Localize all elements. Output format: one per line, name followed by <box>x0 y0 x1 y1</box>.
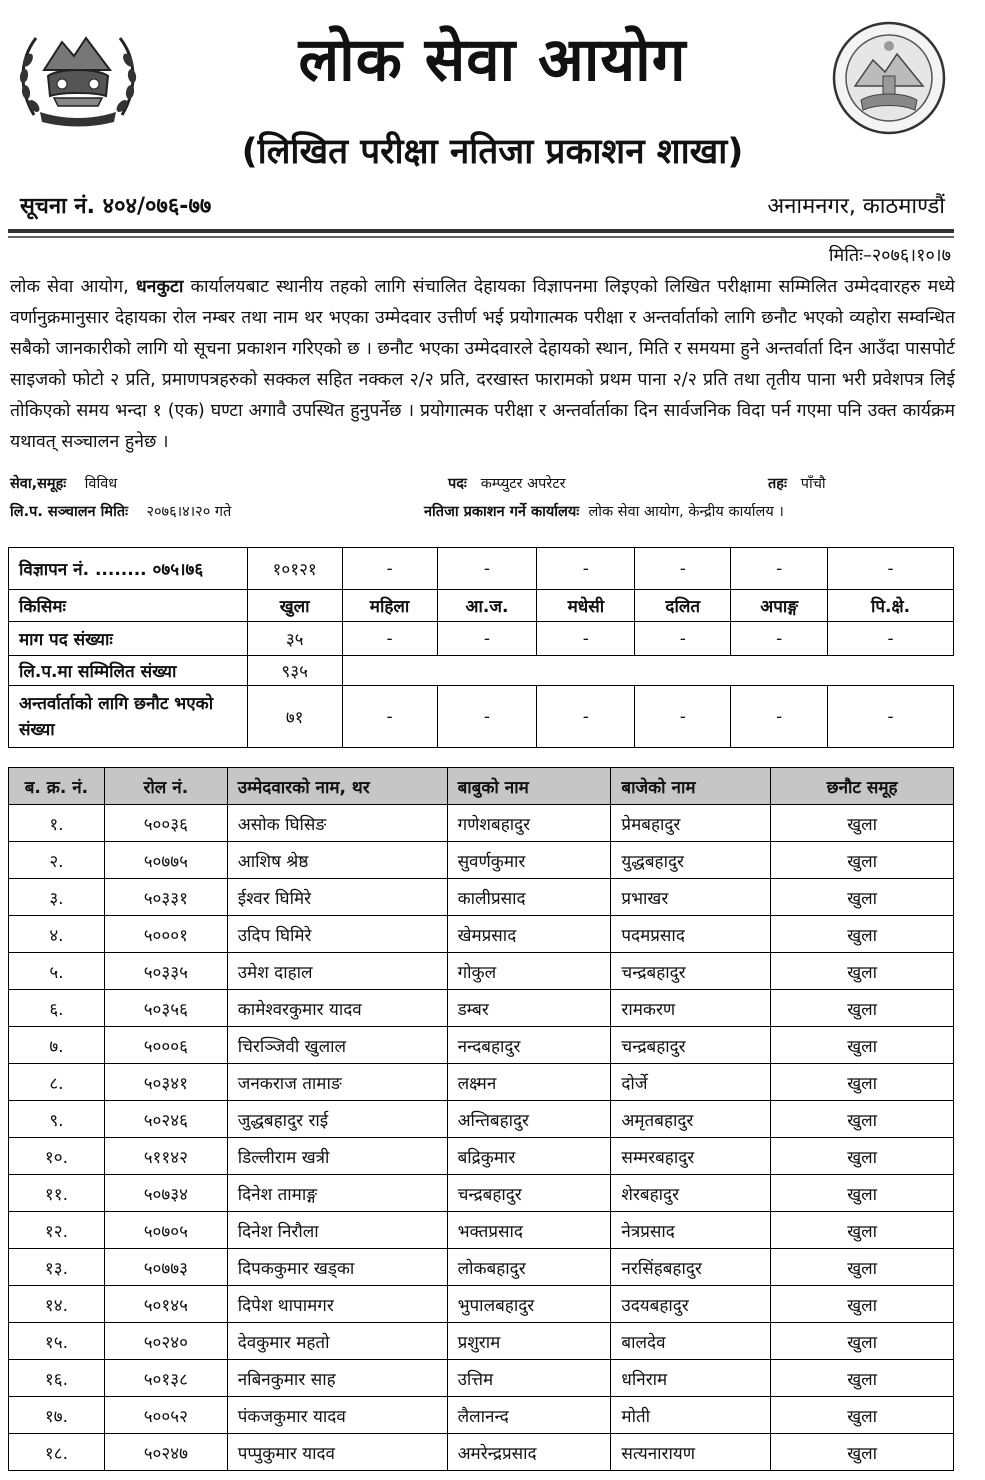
candidate-cell: उदिप घिमिरे <box>227 916 447 953</box>
roll-cell: ५०७७५ <box>104 842 227 879</box>
post-label: पदः <box>448 476 467 492</box>
father-cell: चन्द्रबहादुर <box>447 1175 611 1212</box>
father-cell: सुवर्णकुमार <box>447 842 611 879</box>
group-cell: खुला <box>771 916 954 953</box>
summary-row-appeared <box>9 656 954 686</box>
table-row <box>9 1323 954 1360</box>
type-cell: पि.क्षे. <box>828 590 954 622</box>
table-row <box>9 1397 954 1434</box>
group-cell: खुला <box>771 990 954 1027</box>
father-cell: कालीप्रसाद <box>447 879 611 916</box>
group-cell: खुला <box>771 1138 954 1175</box>
group-cell: खुला <box>771 805 954 842</box>
grandfather-cell: दोर्जे <box>611 1064 771 1101</box>
father-cell: भुपालबहादुर <box>447 1286 611 1323</box>
roll-cell: ५०००६ <box>104 1027 227 1064</box>
candidate-cell: जुद्धबहादुर राई <box>227 1101 447 1138</box>
table-row <box>9 1286 954 1323</box>
table-row <box>9 879 954 916</box>
roll-cell: ५०२४० <box>104 1323 227 1360</box>
candidate-cell: असोक घिसिङ <box>227 805 447 842</box>
group-cell: खुला <box>771 1360 954 1397</box>
summary-cell: - <box>731 548 828 590</box>
notice-date: मितिः–२०७६।१०।७ <box>828 245 951 266</box>
summary-cell: - <box>828 622 954 656</box>
candidate-cell: कामेश्वरकुमार यादव <box>227 990 447 1027</box>
group-cell: खुला <box>771 842 954 879</box>
header-grandfather: बाजेको नाम <box>611 768 771 805</box>
grandfather-cell: शेरबहादुर <box>611 1175 771 1212</box>
type-label: किसिमः <box>9 590 248 622</box>
serial-cell: १८. <box>9 1434 105 1471</box>
header-group: छनौट समूह <box>771 768 954 805</box>
summary-empty-cell <box>342 656 953 686</box>
group-cell: खुला <box>771 1212 954 1249</box>
father-cell: लोकबहादुर <box>447 1249 611 1286</box>
candidate-cell: दिपककुमार खड्का <box>227 1249 447 1286</box>
table-row <box>9 1064 954 1101</box>
table-row <box>9 990 954 1027</box>
roll-cell: ५०७७३ <box>104 1249 227 1286</box>
candidate-cell: डिल्लीराम खत्री <box>227 1138 447 1175</box>
candidate-cell: ईश्वर घिमिरे <box>227 879 447 916</box>
post-value: कम्प्युटर अपरेटर <box>480 476 566 492</box>
header-father: बाबुको नाम <box>447 768 611 805</box>
grandfather-cell: चन्द्रबहादुर <box>611 1027 771 1064</box>
exam-date-value: २०७६।४।२० गते <box>146 504 232 520</box>
service-value: विविध <box>84 476 118 492</box>
service-label: सेवा,समूहः <box>10 476 67 492</box>
serial-cell: १७. <box>9 1397 105 1434</box>
level-label: तहः <box>768 476 787 492</box>
serial-cell: ११. <box>9 1175 105 1212</box>
summary-cell: १०१२१ <box>247 548 342 590</box>
grandfather-cell: बालदेव <box>611 1323 771 1360</box>
group-cell: खुला <box>771 879 954 916</box>
group-cell: खुला <box>771 1101 954 1138</box>
adv-label: विज्ञापन नं. ........ ०७५।७६ <box>9 548 248 590</box>
father-cell: बद्रिकुमार <box>447 1138 611 1175</box>
roll-cell: ५०२४६ <box>104 1101 227 1138</box>
roll-cell: ५०१४५ <box>104 1286 227 1323</box>
serial-cell: २. <box>9 842 105 879</box>
table-row <box>9 1027 954 1064</box>
summary-cell: - <box>342 548 437 590</box>
grandfather-cell: चन्द्रबहादुर <box>611 953 771 990</box>
type-cell: मधेसी <box>537 590 635 622</box>
grandfather-cell: पदमप्रसाद <box>611 916 771 953</box>
type-cell: अपाङ्ग <box>731 590 828 622</box>
group-cell: खुला <box>771 1249 954 1286</box>
grandfather-cell: उदयबहादुर <box>611 1286 771 1323</box>
candidate-cell: उमेश दाहाल <box>227 953 447 990</box>
grandfather-cell: रामकरण <box>611 990 771 1027</box>
roll-cell: ५०००१ <box>104 916 227 953</box>
roll-cell: ५०२४७ <box>104 1434 227 1471</box>
candidate-cell: चिरञ्जिवी खुलाल <box>227 1027 447 1064</box>
grandfather-cell: धनिराम <box>611 1360 771 1397</box>
father-cell: उत्तिम <box>447 1360 611 1397</box>
candidate-cell: पंकजकुमार यादव <box>227 1397 447 1434</box>
table-row <box>9 916 954 953</box>
table-row <box>9 953 954 990</box>
serial-cell: १६. <box>9 1360 105 1397</box>
summary-cell: - <box>731 686 828 748</box>
father-cell: लैलानन्द <box>447 1397 611 1434</box>
summary-cell: - <box>342 622 437 656</box>
serial-cell: ४. <box>9 916 105 953</box>
candidate-cell: दिनेश तामाङ्ग <box>227 1175 447 1212</box>
roll-cell: ५००५२ <box>104 1397 227 1434</box>
father-cell: खेमप्रसाद <box>447 916 611 953</box>
grandfather-cell: प्रेमबहादुर <box>611 805 771 842</box>
group-cell: खुला <box>771 1175 954 1212</box>
father-cell: अन्तिबहादुर <box>447 1101 611 1138</box>
summary-cell: - <box>537 622 635 656</box>
summary-cell: ७१ <box>247 686 342 748</box>
summary-row-demand <box>9 622 954 656</box>
service-group <box>10 473 117 495</box>
father-cell: प्रशुराम <box>447 1323 611 1360</box>
results-body <box>9 805 954 1471</box>
appeared-value: ९३५ <box>247 656 342 686</box>
candidate-cell: नबिनकुमार साह <box>227 1360 447 1397</box>
group-cell: खुला <box>771 1286 954 1323</box>
table-row <box>9 1249 954 1286</box>
candidate-cell: पप्पुकुमार यादव <box>227 1434 447 1471</box>
father-cell: गोकुल <box>447 953 611 990</box>
summary-cell: - <box>828 548 954 590</box>
summary-cell: - <box>437 548 537 590</box>
header-serial: ब. क्र. नं. <box>9 768 105 805</box>
post-info <box>448 473 566 495</box>
results-table <box>8 767 954 1471</box>
result-office-label: नतिजा प्रकाशन गर्ने कार्यालयः <box>424 504 580 520</box>
serial-cell: ८. <box>9 1064 105 1101</box>
group-cell: खुला <box>771 1064 954 1101</box>
summary-cell: - <box>537 686 635 748</box>
notice-number: सूचना नं. ४०४/०७६-७७ <box>20 194 212 219</box>
page-subtitle: (लिखित परीक्षा नतिजा प्रकाशन शाखा) <box>241 132 744 172</box>
grandfather-cell: सत्यनारायण <box>611 1434 771 1471</box>
summary-cell: - <box>437 686 537 748</box>
header-candidate: उम्मेदवारको नाम, थर <box>227 768 447 805</box>
roll-cell: ५०३३१ <box>104 879 227 916</box>
type-cell: महिला <box>342 590 437 622</box>
level-value: पाँचौ <box>800 476 826 492</box>
exam-date-info <box>10 501 231 523</box>
result-office-value: लोक सेवा आयोग, केन्द्रीय कार्यालय । <box>588 504 784 520</box>
roll-cell: ५०३४१ <box>104 1064 227 1101</box>
selected-label: अन्तर्वार्ताको लागि छनौट भएको संख्या <box>9 686 248 748</box>
table-row <box>9 805 954 842</box>
candidate-cell: आशिष श्रेष्ठ <box>227 842 447 879</box>
group-cell: खुला <box>771 1434 954 1471</box>
office-name: धनकुटा <box>135 277 184 297</box>
serial-cell: १०. <box>9 1138 105 1175</box>
summary-cell: ३५ <box>247 622 342 656</box>
group-cell: खुला <box>771 953 954 990</box>
table-row <box>9 1101 954 1138</box>
father-cell: नन्दबहादुर <box>447 1027 611 1064</box>
table-row <box>9 1212 954 1249</box>
page-title: लोक सेवा आयोग <box>298 25 687 95</box>
body-text-start: लोक सेवा आयोग, <box>10 277 136 297</box>
roll-cell: ५०३३५ <box>104 953 227 990</box>
result-office-info <box>424 501 784 523</box>
type-cell: खुला <box>247 590 342 622</box>
summary-cell: - <box>635 622 731 656</box>
type-cell: आ.ज. <box>437 590 537 622</box>
table-row <box>9 1175 954 1212</box>
serial-cell: १५. <box>9 1323 105 1360</box>
summary-cell: - <box>828 686 954 748</box>
summary-cell: - <box>635 686 731 748</box>
serial-cell: ३. <box>9 879 105 916</box>
header-rule <box>8 229 954 233</box>
type-cell: दलित <box>635 590 731 622</box>
summary-cell: - <box>342 686 437 748</box>
serial-cell: १२. <box>9 1212 105 1249</box>
father-cell: भक्तप्रसाद <box>447 1212 611 1249</box>
candidate-cell: दिपेश थापामगर <box>227 1286 447 1323</box>
grandfather-cell: युद्धबहादुर <box>611 842 771 879</box>
grandfather-cell: नरसिंहबहादुर <box>611 1249 771 1286</box>
grandfather-cell: सम्मरबहादुर <box>611 1138 771 1175</box>
candidate-cell: देवकुमार महतो <box>227 1323 447 1360</box>
grandfather-cell: नेत्रप्रसाद <box>611 1212 771 1249</box>
serial-cell: ७. <box>9 1027 105 1064</box>
serial-cell: ५. <box>9 953 105 990</box>
header-rule-thin <box>8 236 954 238</box>
notice-body <box>10 272 955 458</box>
serial-cell: १. <box>9 805 105 842</box>
roll-cell: ५०७३४ <box>104 1175 227 1212</box>
demand-label: माग पद संख्याः <box>9 622 248 656</box>
table-row <box>9 1138 954 1175</box>
serial-cell: १३. <box>9 1249 105 1286</box>
summary-cell: - <box>635 548 731 590</box>
table-row <box>9 1434 954 1471</box>
header-roll: रोल नं. <box>104 768 227 805</box>
grandfather-cell: अमृतबहादुर <box>611 1101 771 1138</box>
father-cell: अमरेन्द्रप्रसाद <box>447 1434 611 1471</box>
summary-cell: - <box>437 622 537 656</box>
group-cell: खुला <box>771 1027 954 1064</box>
body-text-rest: कार्यालयबाट स्थानीय तहको लागि संचालित देहायका विज्ञापनमा लिइएको लिखित परीक्षामा सम्मिलित उम्मेदवारहरु मध्ये वर्णानुक्रमानुसार देहायका रोल नम्बर तथा नाम थर भएका उम्मेदवार उत्तीर्ण भई प्रयोगात्मक परीक्षा र अन्तर्वार्ताको लागि छनौट भएको व्यहोरा सम्वन्धित सबैको जानकारीको लागि यो सूचना प्रकाशन गरिएको छ । छनौट भएका उम्मेदवारले देहायको स्थान, मिति र समयमा हुने अन्तर्वार्ता दिन आउँदा पासपोर्ट साइजको फोटो २ प्रति, प्रमाणपत्रहरुको सक्कल सहित नक्कल २/२ प्रति, दरखास्त फारामको प्रथम पाना २/२ प्रति तथा तृतीय पाना भरी प्रवेशपत्र लिई तोकिएको समय भन्दा १ (एक) घण्टा अगावै उपस्थित हुनुपर्नेछ । प्रयोगात्मक परीक्षा र अन्तर्वार्ताका दिन सार्वजनिक विदा पर्न गएमा पनि उक्त कार्यक्रम यथावत् सञ्चालन हुनेछ । <box>10 277 955 452</box>
summary-row-adv <box>9 548 954 590</box>
roll-cell: ५११४२ <box>104 1138 227 1175</box>
table-row <box>9 842 954 879</box>
father-cell: डम्बर <box>447 990 611 1027</box>
summary-cell: - <box>537 548 635 590</box>
office-address: अनामनगर, काठमाण्डौं <box>767 194 945 219</box>
roll-cell: ५०३५६ <box>104 990 227 1027</box>
appeared-label: लि.प.मा सम्मिलित संख्या <box>9 656 248 686</box>
candidate-cell: दिनेश निरौला <box>227 1212 447 1249</box>
grandfather-cell: प्रभाखर <box>611 879 771 916</box>
grandfather-cell: मोती <box>611 1397 771 1434</box>
serial-cell: ६. <box>9 990 105 1027</box>
roll-cell: ५००३६ <box>104 805 227 842</box>
level-info <box>768 473 826 495</box>
roll-cell: ५०१३८ <box>104 1360 227 1397</box>
candidate-cell: जनकराज तामाङ <box>227 1064 447 1101</box>
father-cell: लक्ष्मन <box>447 1064 611 1101</box>
roll-cell: ५०७०५ <box>104 1212 227 1249</box>
summary-table <box>8 547 954 748</box>
serial-cell: १४. <box>9 1286 105 1323</box>
group-cell: खुला <box>771 1397 954 1434</box>
exam-date-label: लि.प. सञ्चालन मितिः <box>10 504 129 520</box>
summary-cell: - <box>731 622 828 656</box>
summary-row-selected <box>9 686 954 748</box>
table-row <box>9 1360 954 1397</box>
father-cell: गणेशबहादुर <box>447 805 611 842</box>
results-header-row <box>9 768 954 805</box>
serial-cell: ९. <box>9 1101 105 1138</box>
group-cell: खुला <box>771 1323 954 1360</box>
summary-row-type <box>9 590 954 622</box>
